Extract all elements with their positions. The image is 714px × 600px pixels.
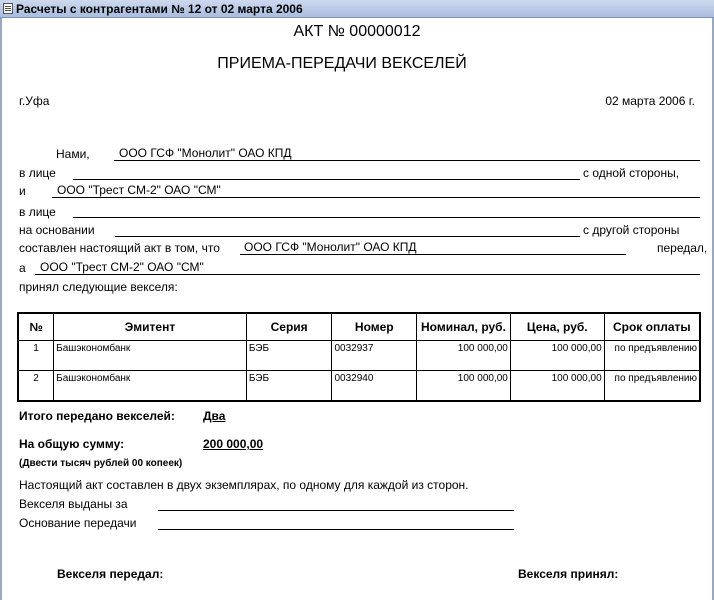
act-title: АКТ № 00000012 <box>293 23 421 40</box>
basis-transfer-label: Основание передачи <box>19 516 137 530</box>
cell-series: БЭБ <box>246 341 332 371</box>
and-label: и <box>19 184 26 198</box>
passer-name: ООО ГСФ "Монолит" ОАО КПД <box>244 240 417 254</box>
cell-serial: 0032940 <box>332 371 417 402</box>
person2-line <box>73 217 700 218</box>
issued-label: Векселя выданы за <box>19 497 128 511</box>
total-count-value: Два <box>203 409 226 423</box>
accepted-signature-label: Векселя принял: <box>518 567 619 581</box>
window-titlebar <box>0 0 714 18</box>
party2-name: ООО "Трест СМ-2" ОАО "СМ" <box>57 183 221 197</box>
col-header-nominal: Номинал, руб. <box>417 313 511 341</box>
window-title: Расчеты с контрагентами № 12 от 02 марта 2006 <box>16 2 303 16</box>
cell-issuer: Башэкономбанк <box>54 341 247 371</box>
cell-nominal: 100 000,00 <box>417 341 511 371</box>
one-side-label: с одной стороны, <box>583 166 680 180</box>
copies-note: Настоящий акт составлен в двух экземплярах, по одному для каждой из сторон. <box>19 478 469 492</box>
city: г.Уфа <box>19 94 50 108</box>
cell-term: по предъявлению <box>604 371 700 402</box>
accepted-label: принял следующие векселя: <box>19 280 178 294</box>
table-row <box>18 341 700 371</box>
cell-issuer: Башэкономбанк <box>54 371 247 402</box>
table-header-row <box>18 313 700 341</box>
basis-transfer-line <box>158 529 514 530</box>
passer-underline <box>240 254 626 255</box>
act-date: 02 марта 2006 г. <box>605 94 695 108</box>
in-person2-label: в лице <box>19 205 56 219</box>
total-sum-words: (Двести тысяч рублей 00 копеек) <box>19 458 183 469</box>
basis-line <box>115 236 580 237</box>
col-header-price: Цена, руб. <box>510 313 604 341</box>
party2-underline <box>52 197 700 198</box>
col-header-term: Срок оплаты <box>604 313 700 341</box>
a-label: а <box>19 261 26 275</box>
we-label: Нами, <box>56 147 90 161</box>
table-row <box>18 371 700 402</box>
receiver-underline <box>35 274 700 275</box>
col-header-number: № <box>18 313 54 341</box>
act-subtitle: ПРИЕМА-ПЕРЕДАЧИ ВЕКСЕЛЕЙ <box>217 55 467 72</box>
col-header-serial: Номер <box>332 313 417 341</box>
receiver-name: ООО "Трест СМ-2" ОАО "СМ" <box>40 260 204 274</box>
party1-name: ООО ГСФ "Монолит" ОАО КПД <box>119 146 292 160</box>
compiled-label: составлен настоящий акт в том, что <box>19 241 220 255</box>
col-header-series: Серия <box>246 313 332 341</box>
document-icon <box>3 3 13 14</box>
other-side-label: с другой стороны <box>583 223 680 237</box>
passed-signature-label: Векселя передал: <box>57 567 164 581</box>
cell-series: БЭБ <box>246 371 332 402</box>
bills-table <box>17 312 701 402</box>
cell-index: 2 <box>18 371 54 402</box>
total-sum-label: На общую сумму: <box>19 437 125 451</box>
issued-line <box>158 510 514 511</box>
person1-line <box>73 179 580 180</box>
passed-label: передал, <box>657 241 708 255</box>
party1-underline <box>114 160 700 161</box>
cell-price: 100 000,00 <box>510 371 604 402</box>
cell-nominal: 100 000,00 <box>417 371 511 402</box>
cell-term: по предъявлению <box>604 341 700 371</box>
cell-index: 1 <box>18 341 54 371</box>
cell-serial: 0032937 <box>332 341 417 371</box>
total-count-label: Итого передано векселей: <box>19 409 175 423</box>
basis-label: на основании <box>19 223 95 237</box>
in-person-label: в лице <box>19 166 56 180</box>
total-sum-value: 200 000,00 <box>203 437 264 451</box>
col-header-issuer: Эмитент <box>54 313 247 341</box>
cell-price: 100 000,00 <box>510 341 604 371</box>
